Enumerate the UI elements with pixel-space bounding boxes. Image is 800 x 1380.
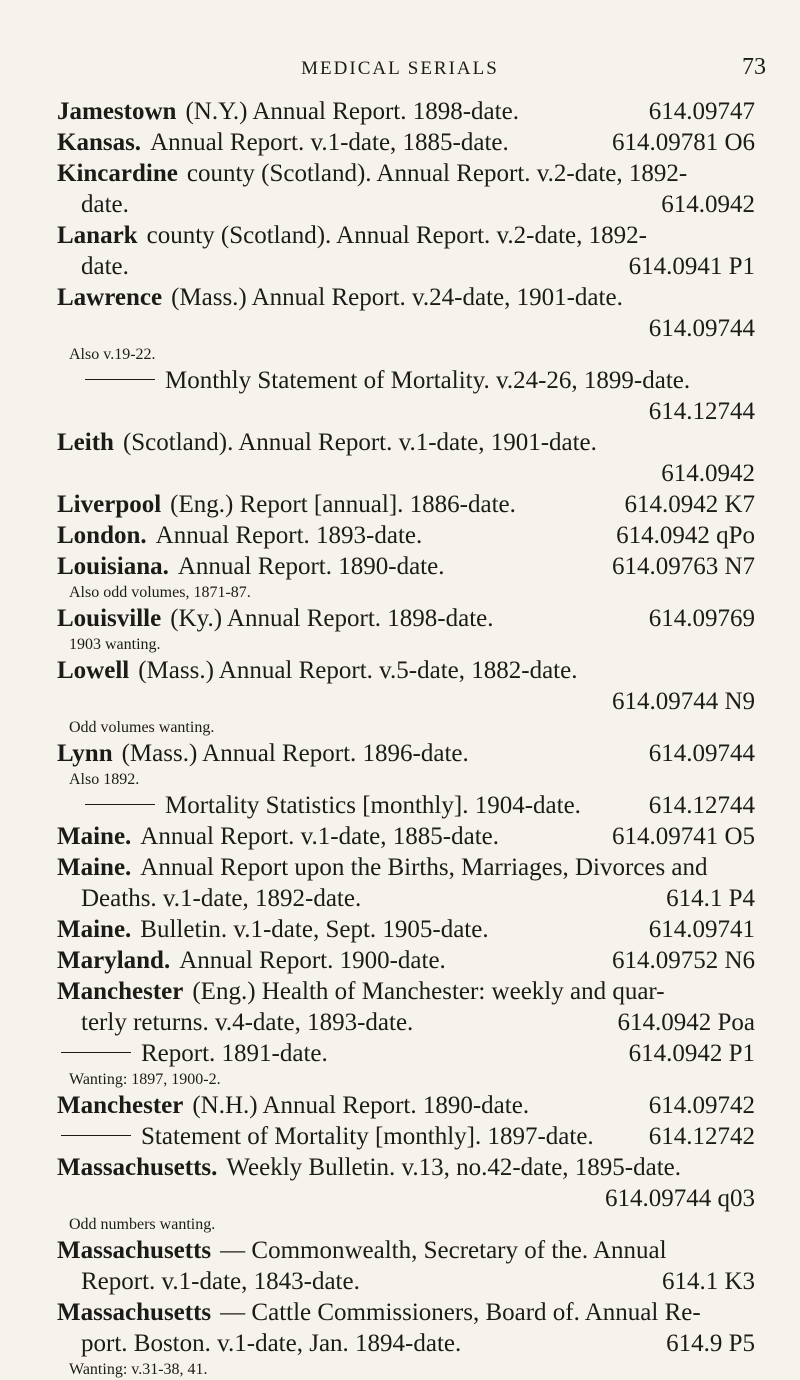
call-number: 614.09744 q03 [605, 1185, 755, 1212]
entry-text: — Commonwealth, Secretary of the. Annual [220, 1237, 667, 1264]
catalog-entry [57, 1038, 755, 1090]
entry-note: Wanting: v.31-38, 41. [69, 1361, 208, 1378]
entry-text: Monthly Statement of Mortality. v.24-26, 1899-date. [165, 367, 691, 394]
entry-text: Annual Report. 1900-date. [179, 947, 446, 974]
entry-text: (Scotland). Annual Report. v.1-date, 1901-date. [122, 429, 597, 456]
catalog-entry [57, 603, 755, 655]
entry-heading: Jamestown [57, 98, 177, 125]
entry-heading: Maine. [57, 823, 132, 850]
entry-heading: Louisville [57, 605, 162, 632]
catalog-entry [57, 821, 755, 852]
entry-text: Report. v.1-date, 1843-date. [81, 1268, 360, 1295]
entry-note: Wanting: 1897, 1900-2. [69, 1071, 221, 1088]
catalog-entry [57, 1152, 755, 1235]
catalog-entry [57, 1121, 755, 1152]
entry-heading: Lawrence [57, 284, 163, 311]
entry-heading: Lynn [57, 740, 113, 767]
entry-text: Annual Report. 1890-date. [177, 553, 445, 580]
call-number: 614.12744 [648, 792, 755, 819]
call-number: 614.09741 O5 [611, 823, 755, 850]
call-number: 614.1 K3 [661, 1268, 755, 1295]
entry-text: (Mass.) Annual Report. v.24-date, 1901-date. [171, 284, 623, 311]
entry-heading: Lanark [57, 222, 138, 249]
entry-text: (Eng.) Report [annual]. 1886-date. [170, 491, 516, 518]
entry-note: Also 1892. [69, 771, 140, 788]
call-number: 614.12744 [648, 398, 755, 425]
entry-text: Weekly Bulletin. v.13, no.42-date, 1895-date. [226, 1154, 682, 1181]
call-number: 614.09781 O6 [611, 129, 755, 156]
entry-text: (N.Y.) Annual Report. 1898-date. [185, 98, 519, 125]
entry-note: 1903 wanting. [69, 636, 161, 653]
call-number: 614.09769 [648, 605, 755, 632]
entry-text: terly returns. v.4-date, 1893-date. [81, 1009, 414, 1036]
entry-text: Bulletin. v.1-date, Sept. 1905-date. [140, 916, 489, 943]
catalog-entry [57, 945, 755, 976]
entry-heading: Manchester [57, 978, 184, 1005]
entry-heading: Maine. [57, 916, 132, 943]
catalog-entry [57, 655, 755, 738]
entry-heading: Kansas. [57, 129, 142, 156]
entry-text: Deaths. v.1-date, 1892-date. [81, 885, 362, 912]
catalog-entry [57, 914, 755, 945]
call-number: 614.09741 [648, 916, 755, 943]
call-number: 614.09763 N7 [611, 553, 755, 580]
entry-note: Odd numbers wanting. [69, 1216, 216, 1233]
call-number: 614.09744 N9 [611, 688, 755, 715]
call-number: 614.09742 [648, 1092, 755, 1119]
call-number: 614.12742 [648, 1123, 755, 1150]
entry-text: — Cattle Commissioners, Board of. Annual Re- [220, 1299, 701, 1326]
call-number: 614.09752 N6 [611, 947, 755, 974]
running-title: MEDICAL SERIALS [301, 58, 499, 79]
ditto-dash [61, 1135, 131, 1136]
ditto-dash [85, 804, 155, 805]
call-number: 614.9 P5 [666, 1330, 755, 1357]
catalog-entry [57, 282, 755, 365]
call-number: 614.09744 [648, 315, 755, 342]
catalog-entry [57, 427, 755, 489]
page-header [0, 54, 800, 88]
entry-text: port. Boston. v.1-date, Jan. 1894-date. [81, 1330, 462, 1357]
catalog-entry [57, 1090, 755, 1121]
call-number: 614.0942 [661, 460, 755, 487]
call-number: 614.0942 qPo [616, 522, 755, 549]
entry-heading: Massachusetts. [57, 1154, 218, 1181]
entry-note: Odd volumes wanting. [69, 719, 215, 736]
call-number: 614.09744 [648, 740, 755, 767]
entry-note: Also odd volumes, 1871-87. [69, 584, 251, 601]
entry-heading: London. [57, 522, 147, 549]
entry-heading: Maryland. [57, 947, 171, 974]
catalog-entry [57, 158, 755, 220]
call-number: 614.0942 P1 [628, 1040, 755, 1067]
entry-text: Annual Report. v.1-date, 1885-date. [150, 129, 509, 156]
entry-text: (Mass.) Annual Report. v.5-date, 1882-date. [138, 657, 578, 684]
entry-note: Also v.19-22. [69, 346, 156, 363]
entry-heading: Manchester [57, 1092, 184, 1119]
entry-heading: Massachusetts [57, 1237, 212, 1264]
catalog-entry [57, 96, 755, 127]
entry-heading: Kincardine [57, 160, 178, 187]
entry-text: Mortality Statistics [monthly]. 1904-date. [165, 792, 581, 819]
entry-heading: Massachusetts [57, 1299, 212, 1326]
call-number: 614.0942 K7 [624, 491, 755, 518]
entry-text: (Ky.) Annual Report. 1898-date. [170, 605, 494, 632]
entry-text: (N.H.) Annual Report. 1890-date. [192, 1092, 530, 1119]
catalog-entry [57, 489, 755, 520]
entry-heading: Leith [57, 429, 114, 456]
entry-text: Annual Report. 1893-date. [155, 522, 423, 549]
call-number: 614.1 P4 [666, 885, 755, 912]
entry-heading: Lowell [57, 657, 130, 684]
entry-text: (Mass.) Annual Report. 1896-date. [121, 740, 469, 767]
catalog-entry [57, 551, 755, 603]
call-number: 614.0941 P1 [628, 253, 755, 280]
entry-heading: Louisiana. [57, 553, 169, 580]
call-number: 614.09747 [648, 98, 755, 125]
entry-heading: Liverpool [57, 491, 162, 518]
call-number: 614.0942 [661, 191, 755, 218]
ditto-dash [61, 1052, 131, 1053]
entry-text: Annual Report upon the Births, Marriages, Divorces and [140, 854, 708, 881]
entry-text: county (Scotland). Annual Report. v.2-date, 1892- [146, 222, 647, 249]
catalog-entry [57, 1297, 755, 1380]
entry-text: date. [81, 253, 129, 280]
catalog-entry [57, 520, 755, 551]
catalog-entry [57, 1235, 755, 1297]
entry-text: county (Scotland). Annual Report. v.2-date, 1892- [186, 160, 688, 187]
entry-text: Report. 1891-date. [141, 1040, 328, 1067]
page-number: 73 [742, 54, 766, 80]
entry-heading: Maine. [57, 854, 132, 881]
catalog-entry [57, 127, 755, 158]
catalog-entry [57, 976, 755, 1038]
ditto-dash [85, 379, 155, 380]
catalog-entry [57, 790, 755, 821]
entry-text: date. [81, 191, 129, 218]
catalog-entry [57, 365, 755, 427]
entry-list [57, 96, 755, 1380]
catalog-entry [57, 738, 755, 790]
catalog-entry [57, 220, 755, 282]
entry-text: (Eng.) Health of Manchester: weekly and quar- [192, 978, 665, 1005]
call-number: 614.0942 Poa [617, 1009, 755, 1036]
catalog-entry [57, 852, 755, 914]
entry-text: Annual Report. v.1-date, 1885-date. [140, 823, 499, 850]
entry-text: Statement of Mortality [monthly]. 1897-date. [141, 1123, 594, 1150]
